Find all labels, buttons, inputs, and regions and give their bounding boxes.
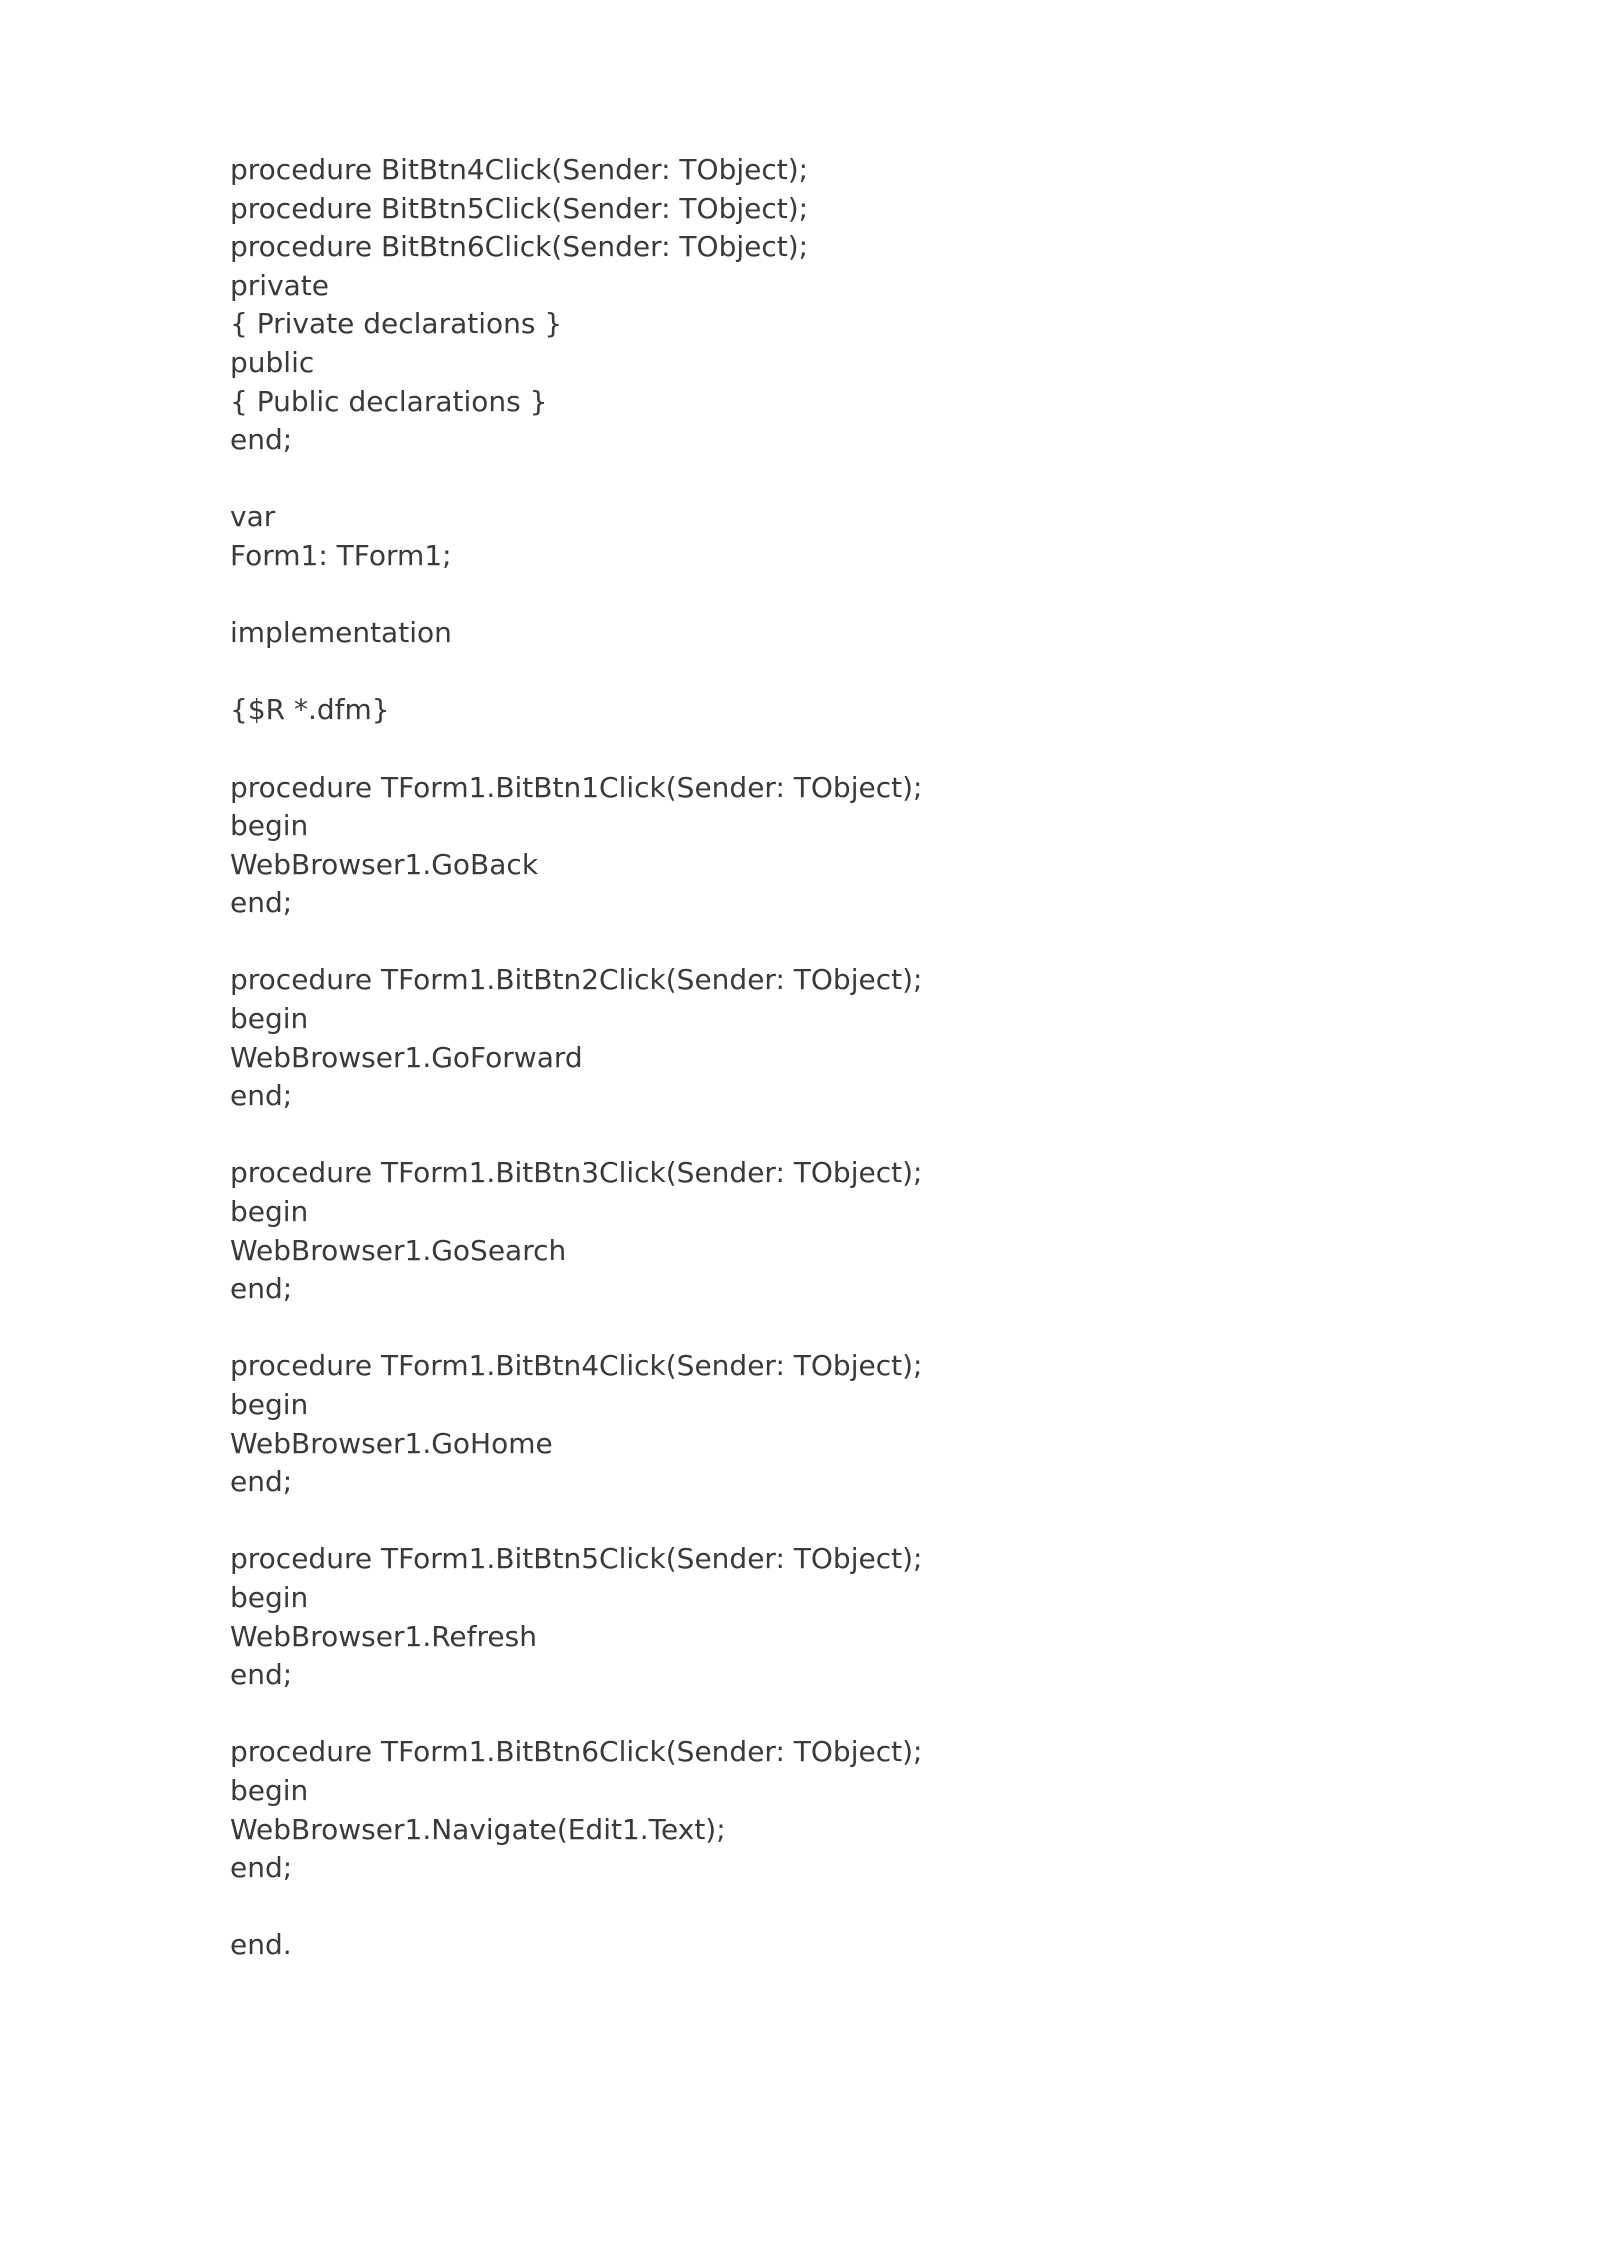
code-line: WebBrowser1.GoBack (230, 847, 539, 881)
blank-line (230, 1695, 1430, 1734)
code-line: procedure TForm1.BitBtn3Click(Sender: TObject); (230, 1156, 923, 1190)
code-line: procedure TForm1.BitBtn6Click(Sender: TObject); (230, 1735, 923, 1769)
code-line: {$R *.dfm} (230, 693, 390, 727)
blank-line (230, 923, 1430, 962)
code-line: procedure BitBtn5Click(Sender: TObject); (230, 191, 809, 225)
code-line: procedure TForm1.BitBtn1Click(Sender: TObject); (230, 770, 923, 804)
code-line: procedure TForm1.BitBtn2Click(Sender: TObject); (230, 963, 923, 997)
code-line: WebBrowser1.Navigate(Edit1.Text); (230, 1812, 726, 1846)
blank-line (230, 1116, 1430, 1155)
blank-line (230, 460, 1430, 499)
blank-line (230, 730, 1430, 769)
code-line: WebBrowser1.GoForward (230, 1040, 583, 1074)
code-line: { Public declarations } (230, 384, 548, 418)
code-line: public (230, 345, 315, 379)
code-line: procedure TForm1.BitBtn4Click(Sender: TObject); (230, 1349, 923, 1383)
code-line: implementation (230, 616, 452, 650)
code-line: begin (230, 1773, 309, 1807)
code-line: end; (230, 1851, 293, 1885)
code-line: end; (230, 1272, 293, 1306)
code-line: procedure TForm1.BitBtn5Click(Sender: TObject); (230, 1542, 923, 1576)
code-line: { Private declarations } (230, 307, 563, 341)
code-line: begin (230, 1002, 309, 1036)
code-line: WebBrowser1.GoSearch (230, 1233, 567, 1267)
code-line: begin (230, 1388, 309, 1421)
blank-line (230, 653, 1430, 692)
blank-line (230, 576, 1430, 615)
code-line: end; (230, 1079, 293, 1113)
code-line: begin (230, 1580, 309, 1614)
code-line: begin (230, 809, 309, 843)
code-listing (230, 151, 1430, 1965)
code-line: end; (230, 886, 293, 920)
code-line: var (230, 500, 276, 534)
code-line: end. (230, 1928, 292, 1962)
code-line: end; (230, 423, 293, 457)
code-line: procedure BitBtn4Click(Sender: TObject); (230, 153, 809, 186)
code-line: Form1: TForm1; (230, 538, 452, 572)
blank-line (230, 1502, 1430, 1541)
code-line: WebBrowser1.Refresh (230, 1619, 537, 1653)
code-line: begin (230, 1195, 309, 1229)
blank-line (230, 1888, 1430, 1927)
blank-line (230, 1309, 1430, 1348)
code-line: end; (230, 1465, 293, 1499)
code-line: end; (230, 1658, 293, 1692)
code-line: private (230, 268, 329, 302)
code-line: WebBrowser1.GoHome (230, 1426, 553, 1460)
code-line: procedure BitBtn6Click(Sender: TObject); (230, 230, 809, 264)
